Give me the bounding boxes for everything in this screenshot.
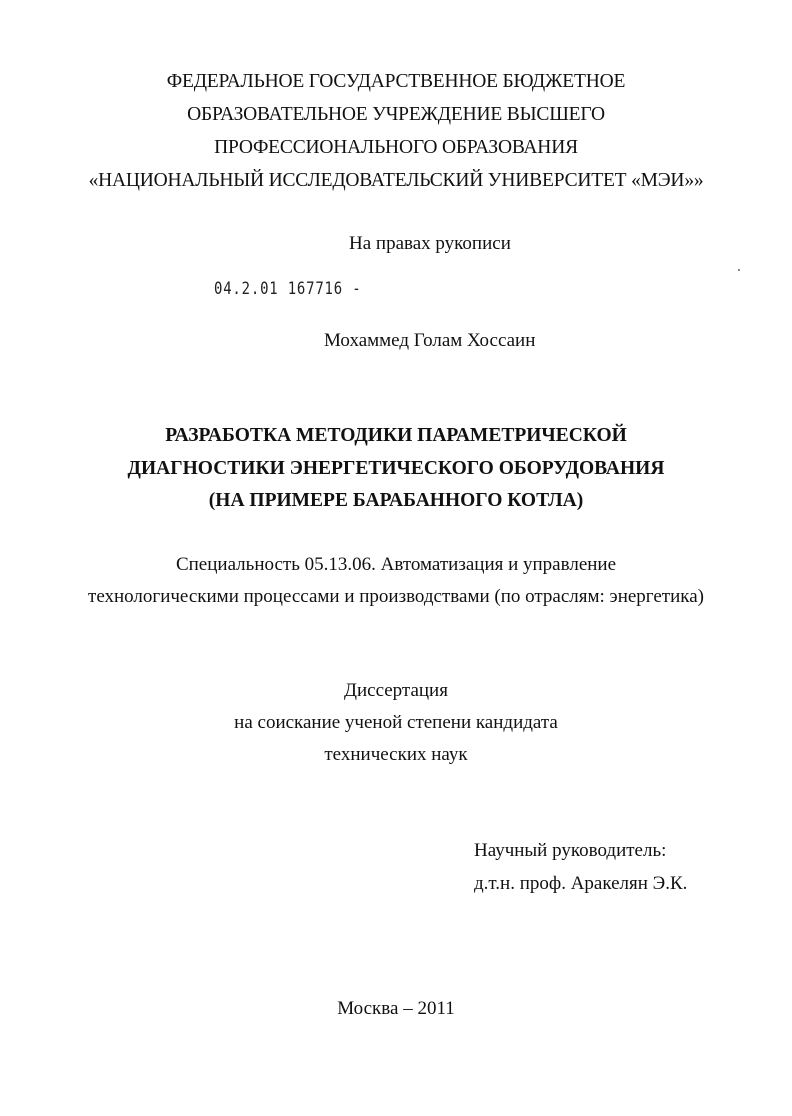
registration-stamp: 04.2.01 167716 - (214, 279, 362, 299)
institution-line-4: «НАЦИОНАЛЬНЫЙ ИССЛЕДОВАТЕЛЬСКИЙ УНИВЕРСИТЕТ «МЭИ»» (88, 170, 704, 191)
degree-line-1: Диссертация (344, 680, 448, 701)
place-year: Москва – 2011 (337, 998, 455, 1019)
degree-line-2: на соискание ученой степени кандидата (234, 712, 558, 733)
specialty-line-1: Специальность 05.13.06. Автоматизация и управление (175, 554, 617, 575)
specialty-line-2: технологическими процессами и производствами (по отраслям: энергетика) (88, 586, 704, 607)
supervisor-label: Научный руководитель: (474, 840, 667, 861)
title-line-2: ДИАГНОСТИКИ ЭНЕРГЕТИЧЕСКОГО ОБОРУДОВАНИЯ (127, 458, 665, 479)
institution-line-3: ПРОФЕССИОНАЛЬНОГО ОБРАЗОВАНИЯ (214, 137, 578, 158)
title-line-1: РАЗРАБОТКА МЕТОДИКИ ПАРАМЕТРИЧЕСКОЙ (165, 425, 627, 446)
scan-speck (738, 269, 740, 271)
degree-line-3: технических наук (324, 744, 468, 765)
institution-line-2: ОБРАЗОВАТЕЛЬНОЕ УЧРЕЖДЕНИЕ ВЫСШЕГО (187, 104, 605, 125)
rights-note: На правах рукописи (349, 233, 511, 254)
supervisor-name: д.т.н. проф. Аракелян Э.К. (474, 873, 688, 894)
author-name: Мохаммед Голам Хоссаин (324, 330, 536, 351)
institution-line-1: ФЕДЕРАЛЬНОЕ ГОСУДАРСТВЕННОЕ БЮДЖЕТНОЕ (166, 71, 626, 92)
title-line-3: (НА ПРИМЕРЕ БАРАБАННОГО КОТЛА) (208, 490, 584, 511)
